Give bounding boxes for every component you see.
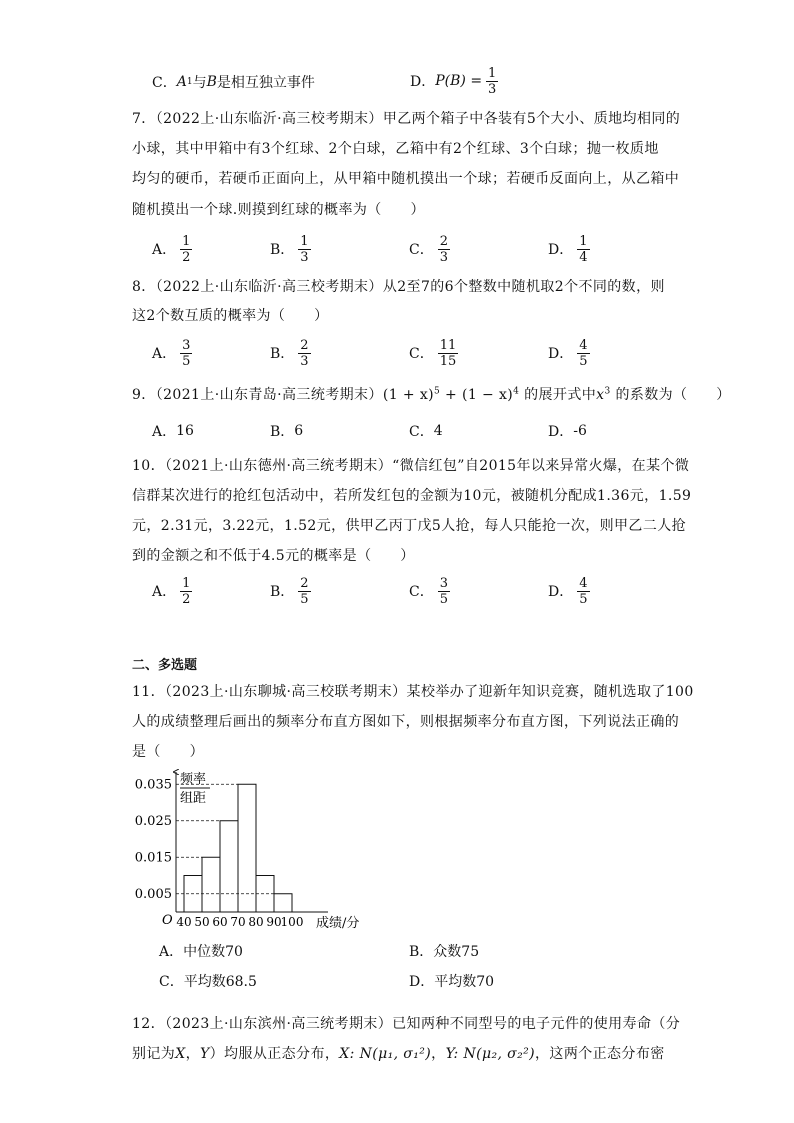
q9-mid: 的展开式中 <box>519 387 597 403</box>
x-tick-label: 100 <box>280 915 304 929</box>
q9-option-b <box>270 420 303 442</box>
fraction <box>577 576 589 607</box>
option-label: A． <box>152 584 177 600</box>
q8-line-2: 这2个数互质的概率为（ ） <box>132 308 329 324</box>
numerator: 2 <box>300 575 309 591</box>
q8-option-d <box>548 336 590 370</box>
origin-label: O <box>162 913 173 928</box>
q10-option-b <box>270 574 311 608</box>
option-value: 16 <box>176 423 194 439</box>
q12-text-b: ）均服从正态分布， <box>209 1046 340 1062</box>
q12-line-1: 12．（2023上·山东滨州·高三统考期末）已知两种不同型号的电子元件的使用寿命（分 <box>132 1016 681 1032</box>
q9-stem <box>132 384 731 404</box>
q9-suffix: 的系数为（ ） <box>610 387 731 403</box>
denominator: 3 <box>488 81 497 97</box>
y-tick-label: 0.005 <box>134 886 172 902</box>
fraction <box>180 576 192 607</box>
numerator: 4 <box>579 575 588 591</box>
numerator: 1 <box>182 233 191 249</box>
q10-line-3: 元，2.31元，3.22元，1.52元，供甲乙丙丁戊5人抢，每人只能抢一次，则甲乙二人抢 <box>132 518 687 534</box>
q9-option-a <box>152 420 194 442</box>
option-label: B． <box>409 944 434 960</box>
q9-variable-exponent: 3 <box>604 386 611 397</box>
section-title: 二、多选题 <box>132 658 198 673</box>
q8-line-1: 8．（2022上·山东临沂·高三校考期末）从2至7的6个整数中随机取2个不同的数，则 <box>132 279 665 295</box>
q10-option-c <box>409 574 450 608</box>
fraction <box>486 66 498 97</box>
fraction <box>180 234 192 265</box>
option-text: 平均数70 <box>434 974 495 990</box>
option-label: C． <box>409 584 434 600</box>
q11-option-a <box>159 940 243 962</box>
q7-line-3: 均匀的硬币，若硬币正面向上，从甲箱中随机摸出一个球；若硬币反面向上，从乙箱中 <box>132 171 680 187</box>
option-label: B． <box>270 346 295 362</box>
q11-option-b <box>409 940 479 962</box>
q11-line-1: 11．（2023上·山东聊城·高三校联考期末）某校举办了迎新年知识竞赛，随机选取了100 <box>132 684 694 700</box>
option-text: 是相互独立事件 <box>216 75 315 91</box>
option-label: D． <box>410 74 436 90</box>
option-label: C． <box>152 75 177 91</box>
option-label: D． <box>548 242 574 258</box>
option-label: C． <box>409 424 434 440</box>
q10-option-a <box>152 574 192 608</box>
option-label: C． <box>409 346 434 362</box>
option-label: A． <box>159 944 184 960</box>
denominator: 5 <box>182 353 191 369</box>
option-label: C． <box>409 242 434 258</box>
fraction <box>577 338 589 369</box>
q11-option-c <box>159 970 257 992</box>
option-label: A． <box>152 346 177 362</box>
numerator: 1 <box>579 233 588 249</box>
q9-prefix: 9．（2021上·山东青岛·高三统考期末） <box>132 387 383 403</box>
q9-term-a-exponent: 5 <box>434 386 441 397</box>
q7-option-a <box>152 232 192 266</box>
event-b: B <box>206 74 217 90</box>
x-tick-label: 80 <box>248 915 264 929</box>
q9-option-d <box>548 420 587 442</box>
q12-dist-x: X: N(μ₁, σ₁²) <box>339 1046 432 1062</box>
x-tick-label: 40 <box>176 915 192 929</box>
y-axis-label-bottom: 组距 <box>180 791 207 806</box>
numerator: 3 <box>439 575 448 591</box>
option-label: D． <box>548 346 574 362</box>
q7-option-c <box>409 232 450 266</box>
denominator: 5 <box>300 591 309 607</box>
conjunction: 与 <box>192 75 207 91</box>
q12-line-2 <box>132 1043 665 1063</box>
q11-option-d <box>409 970 494 992</box>
q9-term-b-exponent: 4 <box>513 386 520 397</box>
q11-line-2: 人的成绩整理后画出的频率分布直方图如下，则根据频率分布直方图，下列说法正确的 <box>132 714 680 730</box>
event-a: A <box>176 74 187 90</box>
y-tick-label: 0.015 <box>134 850 172 866</box>
denominator: 2 <box>182 249 191 265</box>
q7-option-b <box>270 232 311 266</box>
numerator: 1 <box>300 233 309 249</box>
q8-option-a <box>152 336 192 370</box>
fraction <box>438 234 450 265</box>
x-tick-label: 90 <box>266 915 282 929</box>
denominator: 15 <box>439 353 457 369</box>
option-label: A． <box>152 424 177 440</box>
q12-comma: ， <box>185 1046 200 1062</box>
q8-option-c <box>409 336 458 370</box>
q9-term-a: (1 + x) <box>382 387 435 403</box>
numerator: 11 <box>439 337 457 353</box>
q12-variable-y: Y <box>199 1046 210 1062</box>
denominator: 2 <box>182 591 191 607</box>
histogram-bar <box>238 784 256 912</box>
q7-option-d <box>548 232 590 266</box>
histogram-bar <box>220 821 238 912</box>
fraction <box>298 234 310 265</box>
q9-variable: x <box>596 387 605 403</box>
numerator: 2 <box>300 337 309 353</box>
numerator: 1 <box>488 65 497 81</box>
numerator: 2 <box>439 233 448 249</box>
q10-line-4: 到的金额之和不低于4.5元的概率是（ ） <box>132 548 415 564</box>
option-text: 中位数70 <box>183 944 243 960</box>
q12-text-a: 别记为 <box>132 1046 176 1062</box>
q10-line-1: 10．（2021上·山东德州·高三统考期末）“微信红包”自2015年以来异常火爆，在某个微 <box>132 458 690 474</box>
option-text: 众数75 <box>433 944 480 960</box>
q9-option-c <box>409 420 443 442</box>
y-tick-label: 0.035 <box>134 777 172 793</box>
denominator: 3 <box>300 353 309 369</box>
q12-dist-y: Y: N(μ₂, σ₂²) <box>445 1046 536 1062</box>
q7-line-2: 小球，其中甲箱中有3个红球、2个白球，乙箱中有2个红球、3个白球；抛一枚质地 <box>132 141 659 157</box>
denominator: 5 <box>439 591 448 607</box>
option-label: A． <box>152 242 177 258</box>
numerator: 4 <box>579 337 588 353</box>
x-axis-label: 成绩/分 <box>316 916 360 931</box>
option-label: B． <box>270 242 295 258</box>
x-tick-label: 60 <box>212 915 228 929</box>
denominator: 5 <box>579 353 588 369</box>
denominator: 3 <box>439 249 448 265</box>
q11-line-3: 是（ ） <box>132 744 204 760</box>
option-text: 平均数68.5 <box>183 974 257 990</box>
option-value: -6 <box>573 423 587 439</box>
fraction <box>438 338 459 369</box>
q12-comma-2: ， <box>431 1046 446 1062</box>
q7-line-4: 随机摸出一个球.则摸到红球的概率为（ ） <box>132 202 425 218</box>
option-label: C． <box>159 974 184 990</box>
option-label: D． <box>548 584 574 600</box>
option-label: D． <box>409 974 435 990</box>
histogram-bar <box>274 894 292 912</box>
histogram-bar <box>202 857 220 912</box>
denominator: 4 <box>579 249 588 265</box>
x-ticks <box>176 915 303 929</box>
option-label: D． <box>548 424 574 440</box>
probability-expression: P(B) = <box>435 73 483 89</box>
q9-term-b: + (1 − x) <box>440 387 514 403</box>
fraction <box>438 576 450 607</box>
fraction <box>298 338 310 369</box>
q12-text-c: ，这两个正态分布密 <box>535 1046 665 1062</box>
y-axis-label-top: 频率 <box>180 772 207 787</box>
y-tick-label: 0.025 <box>134 813 172 829</box>
y-ticks <box>135 777 172 902</box>
option-value: 6 <box>294 423 304 439</box>
event-a-subscript: 1 <box>186 77 193 87</box>
fraction <box>577 234 589 265</box>
q8-option-b <box>270 336 311 370</box>
q10-line-2: 信群某次进行的抢红包活动中，若所发红包的金额为10元，被随机分配成1.36元，1.59 <box>132 488 692 504</box>
fraction <box>298 576 310 607</box>
q6-option-d <box>410 64 498 98</box>
denominator: 5 <box>579 591 588 607</box>
option-label: B． <box>270 584 295 600</box>
numerator: 3 <box>182 337 191 353</box>
q7-line-1: 7．（2022上·山东临沂·高三校考期末）甲乙两个箱子中各装有5个大小、质地均相同的 <box>132 111 681 127</box>
denominator: 3 <box>300 249 309 265</box>
fraction <box>180 338 192 369</box>
q6-option-c <box>152 70 315 94</box>
option-value: 4 <box>433 423 443 439</box>
option-label: B． <box>270 424 295 440</box>
numerator: 1 <box>182 575 191 591</box>
q10-option-d <box>548 574 590 608</box>
x-tick-label: 50 <box>194 915 210 929</box>
frequency-histogram <box>130 766 430 936</box>
x-tick-label: 70 <box>230 915 246 929</box>
q12-variable-x: X <box>175 1046 186 1062</box>
